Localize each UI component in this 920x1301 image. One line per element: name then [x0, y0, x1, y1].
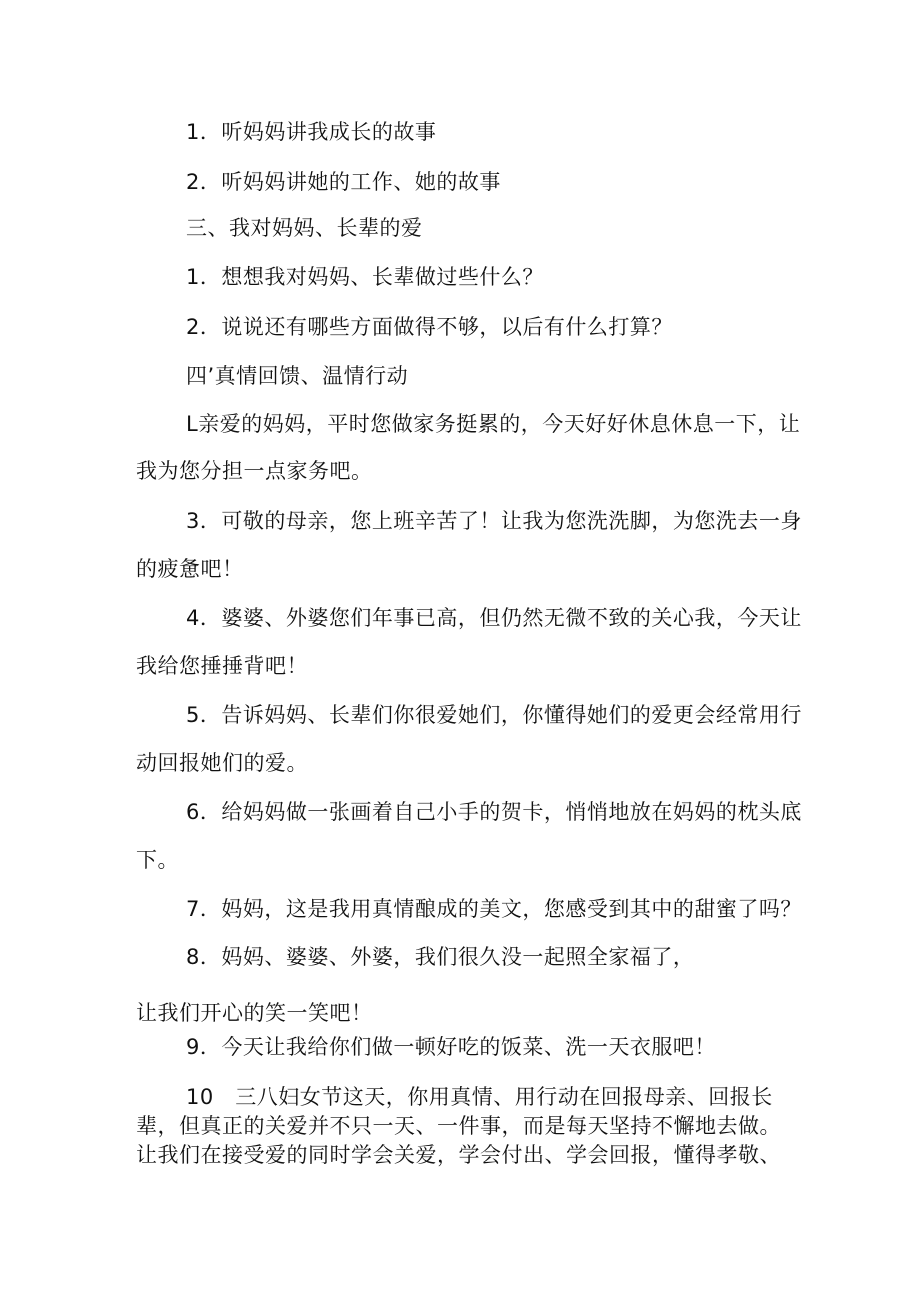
- text-line: 7．妈妈，这是我用真情酿成的美文，您感受到其中的甜蜜了吗？: [186, 897, 802, 921]
- text-line: 9．今天让我给你们做一顿好吃的饭菜、洗一天衣服吧！: [186, 1035, 716, 1059]
- text-line: 1．想想我对妈妈、长辈做过些什么？: [186, 265, 544, 289]
- text-line: 下。: [136, 848, 179, 872]
- section-heading: 三、我对妈妈、长辈的爱: [186, 216, 423, 240]
- text-line: 动回报她们的爱。: [136, 751, 308, 775]
- section-heading: 四’真情回馈、温情行动: [186, 364, 409, 388]
- text-line: 我为您分担一点家务吧。: [136, 459, 373, 483]
- text-line: 3．可敬的母亲，您上班辛苦了！让我为您洗洗脚，为您洗去一身: [186, 509, 802, 533]
- text-line: 的疲惫吧！: [136, 557, 244, 581]
- text-line: 2．说说还有哪些方面做得不够，以后有什么打算？: [186, 315, 673, 339]
- text-line: 4．婆婆、外婆您们年事已高，但仍然无微不致的关心我，今天让: [186, 606, 802, 630]
- text-line: 2．听妈妈讲她的工作、她的故事: [186, 170, 501, 194]
- text-line: 8．妈妈、婆婆、外婆，我们很久没一起照全家福了，: [186, 945, 695, 969]
- text-line: 5．告诉妈妈、长辈们你很爱她们，你懂得她们的爱更会经常用行: [186, 703, 802, 727]
- text-line: 6．给妈妈做一张画着自己小手的贺卡，悄悄地放在妈妈的枕头底: [186, 800, 802, 824]
- text-line: 让我们开心的笑一笑吧！: [136, 1001, 373, 1025]
- text-line: L亲爱的妈妈，平时您做家务挺累的，今天好好休息休息一下，让: [186, 412, 801, 436]
- text-line: 辈，但真正的关爱并不只一天、一件事，而是每天坚持不懈地去做。: [136, 1114, 781, 1138]
- text-line: 让我们在接受爱的同时学会关爱，学会付出、学会回报，懂得孝敬、: [136, 1143, 781, 1167]
- text-line: 我给您捶捶背吧！: [136, 654, 308, 678]
- text-line: 10 三八妇女节这天，你用真情、用行动在回报母亲、回报长: [186, 1085, 773, 1109]
- text-line: 1．听妈妈讲我成长的故事: [186, 120, 437, 144]
